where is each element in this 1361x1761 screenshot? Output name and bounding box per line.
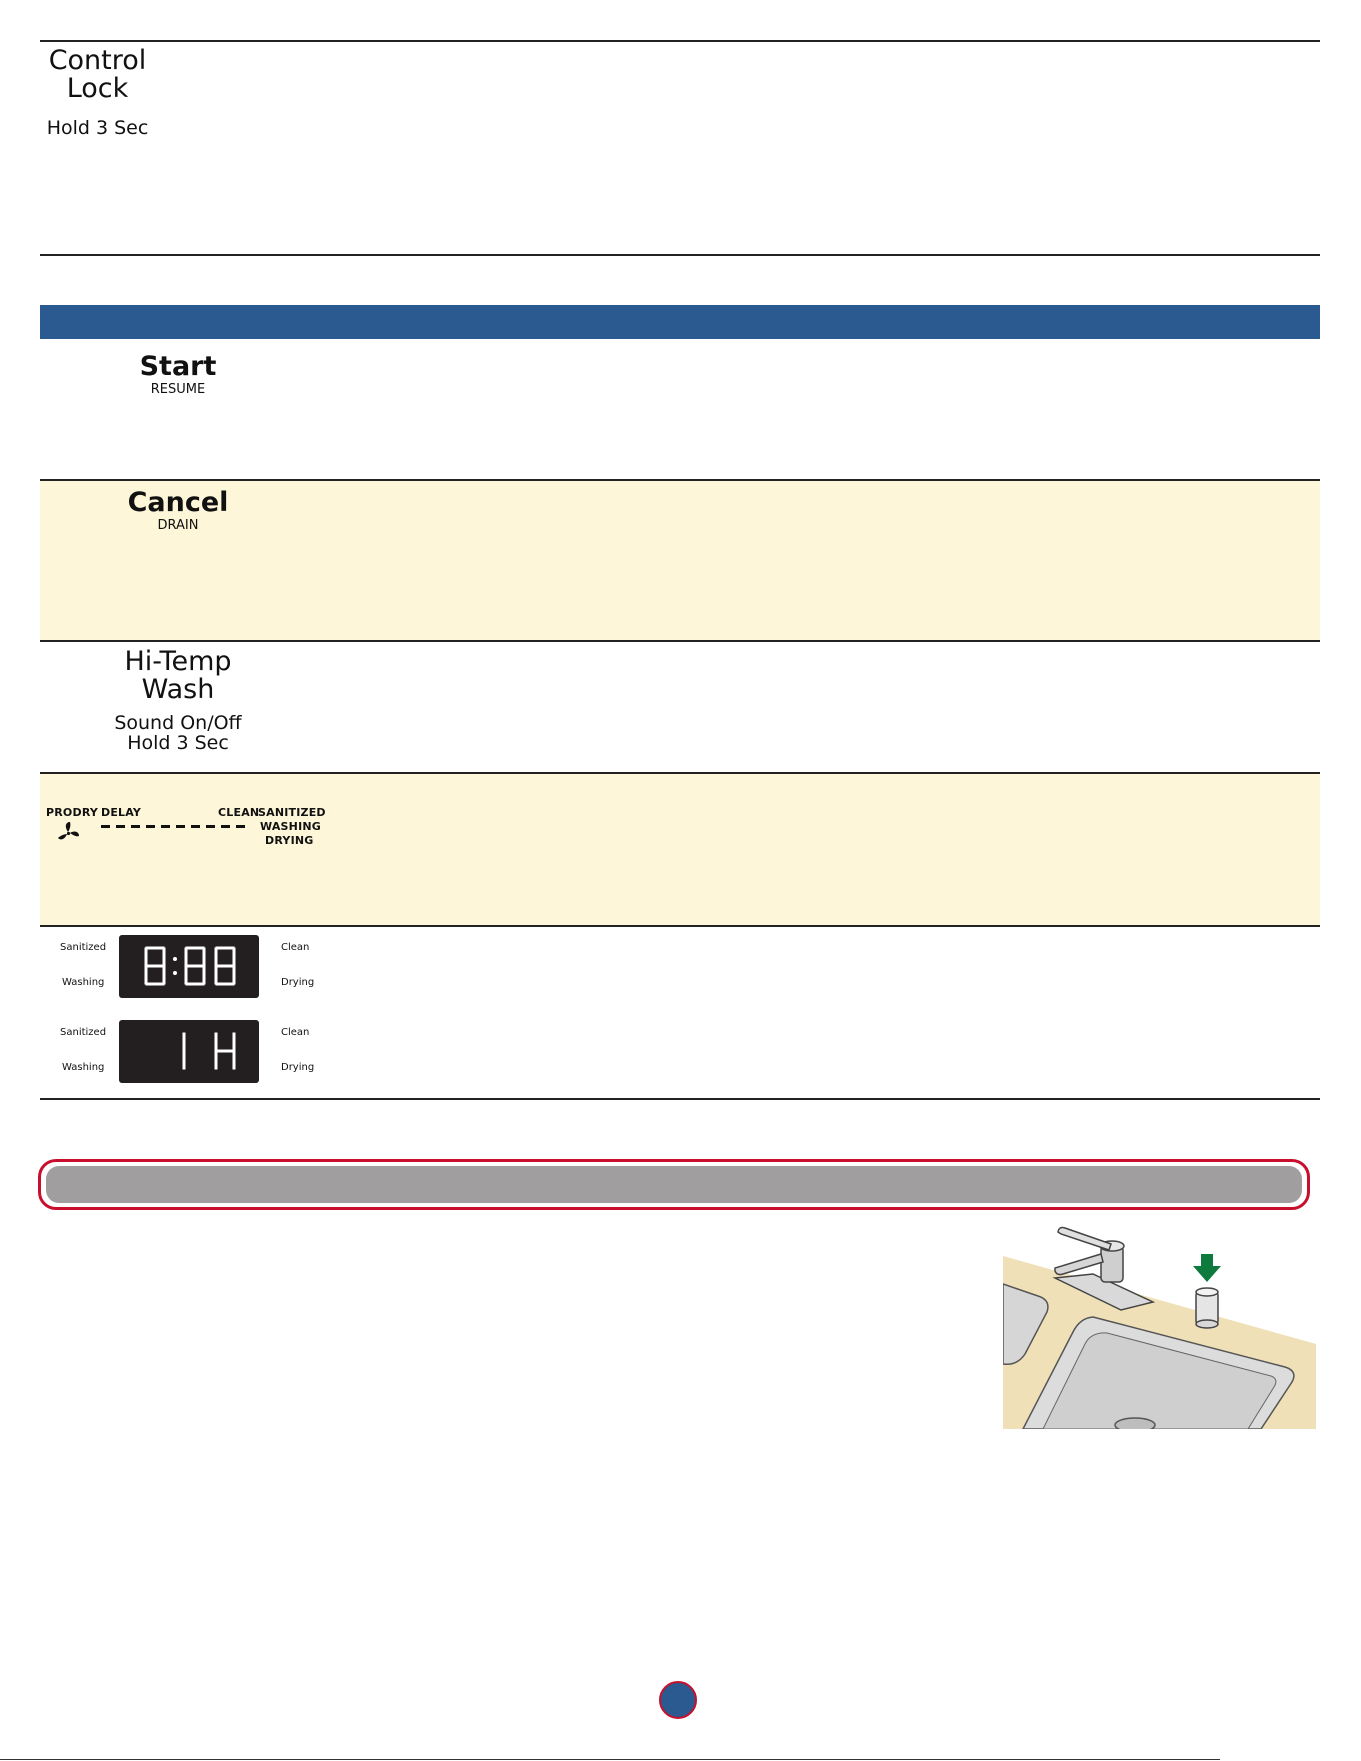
section-banner-fill (46, 1166, 1302, 1203)
rule (40, 772, 1320, 774)
hi-temp-wash-title: Hi-Temp Wash (124, 646, 232, 705)
start-button-label: Start RESUME (139, 351, 217, 397)
control-lock-title: Control Lock (48, 45, 147, 104)
page-number-badge (659, 1681, 697, 1719)
cancel-button-label: Cancel DRAIN (127, 487, 229, 533)
sanitized-label: SANITIZED (258, 806, 326, 819)
rule (40, 254, 1320, 256)
bottom-rule (0, 1759, 1220, 1760)
display1-clean-label: Clean (281, 942, 310, 953)
display1-lcd (119, 935, 259, 998)
fan-icon (54, 820, 84, 846)
clean-label: CLEAN (218, 806, 260, 819)
display1-washing-label: Washing (62, 977, 105, 988)
seven-segment-readout (119, 935, 259, 998)
display2-drying-label: Drying (281, 1062, 315, 1073)
rule (40, 479, 1320, 481)
washing-label: WASHING (260, 820, 322, 833)
progress-dashes (101, 823, 255, 831)
section-header-bar (40, 305, 1320, 339)
display2-lcd (119, 1020, 259, 1083)
control-lock-subtitle: Hold 3 Sec (46, 117, 149, 139)
display1-sanitized-label: Sanitized (60, 942, 107, 953)
display2-washing-label: Washing (62, 1062, 105, 1073)
rule (40, 640, 1320, 642)
seven-segment-readout (119, 1020, 259, 1083)
drying-label: DRYING (265, 834, 314, 847)
display1-drying-label: Drying (281, 977, 315, 988)
section-banner (38, 1159, 1310, 1210)
rule (40, 1098, 1320, 1100)
status-row (40, 774, 1320, 926)
rule (40, 925, 1320, 927)
display2-clean-label: Clean (281, 1027, 310, 1038)
down-arrow-icon (1193, 1254, 1221, 1282)
top-rule (40, 40, 1320, 42)
sound-toggle-label: Sound On/Off Hold 3 Sec (114, 712, 242, 754)
prodry-label: PRODRY (46, 806, 99, 819)
sink-illustration (1003, 1224, 1316, 1429)
delay-label: DELAY (101, 806, 142, 819)
display2-sanitized-label: Sanitized (60, 1027, 107, 1038)
